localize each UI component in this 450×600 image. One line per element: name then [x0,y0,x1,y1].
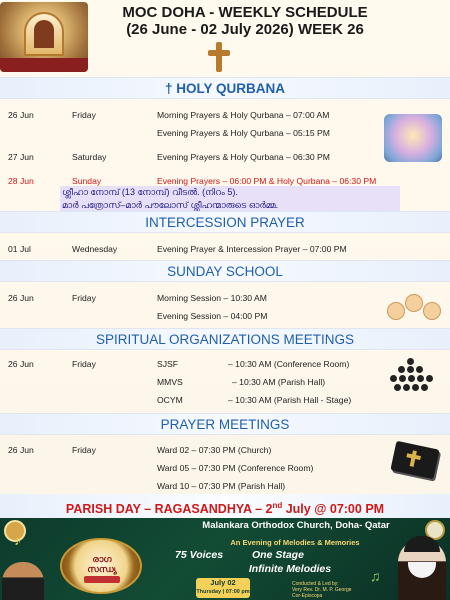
conducted-by [292,581,387,599]
qurbana-day-3: Sunday [72,176,102,186]
music-note-icon: ♪ [14,532,21,548]
parish-day-time: July @ 07:00 PM [282,502,385,517]
people-group-icon [388,358,434,392]
page-title: MOC DOHA - WEEKLY SCHEDULE [122,4,368,21]
ragasandhya-poster [0,518,450,600]
sunday-school-date: 26 Jun [8,293,34,303]
church-altar-image [0,2,88,72]
child-face [405,294,423,312]
qurbana-day-1: Friday [72,110,96,120]
conductor-name: Very Rev. Dr. M. P. George [292,587,352,593]
prayer-ward-10: Ward 10 – 07:30 PM (Parish Hall) [157,481,286,491]
prayer-day: Friday [72,445,96,455]
ragasandhya-logo-title: രാഗ സന്ധ്യ [87,554,117,574]
org-time-mmvs: – 10:30 AM (Parish Hall) [232,377,326,387]
bible-icon [390,441,439,479]
voices-count: 75 Voices [175,549,224,561]
intercession-line: Evening Prayer & Intercession Prayer – 07:00 PM [157,244,347,254]
cross-icon [208,42,230,72]
org-time-ocym: – 10:30 AM (Parish Hall - Stage) [228,395,352,405]
poster-date-sub: Thursday | 07:00 pm [196,589,250,595]
poster-date-box [196,578,250,598]
prayer-ward-02: Ward 02 – 07:30 PM (Church) [157,445,272,455]
header [0,0,450,75]
sunday-school-morning: Morning Session – 10:30 AM [157,293,267,303]
qurbana-line-1a: Morning Prayers & Holy Qurbana – 07:00 AM [157,110,330,120]
orgs-date: 26 Jun [8,359,34,369]
intercession-day: Wednesday [72,244,118,254]
poster-date: July 02 [210,578,236,587]
conductor-title: Cor-Episcopa [292,593,323,599]
holy-qurbana-image [384,114,442,162]
org-name-mmvs: MMVS [157,377,183,387]
page-subtitle: (26 June - 02 July 2026) WEEK 26 [126,21,364,38]
sunday-school-day: Friday [72,293,96,303]
section-sunday-school: SUNDAY SCHOOL [0,260,450,282]
prayer-date: 26 Jun [8,445,34,455]
org-time-sjsf: – 10:30 AM (Conference Room) [228,359,350,369]
qurbana-date-3: 28 Jun [8,176,34,186]
logo-ribbon [84,576,120,583]
parish-day-sup: nd [272,501,283,510]
section-prayer-meetings: PRAYER MEETINGS [0,413,450,435]
qurbana-line-1b: Evening Prayers & Holy Qurbana – 05:15 PM [157,128,330,138]
infinite-melodies: Infinite Melodies [248,563,332,575]
parish-day-text: PARISH DAY – RAGASANDHYA – 2 [65,502,273,517]
qurbana-date-1: 26 Jun [8,110,34,120]
altar-floor [0,58,88,72]
conductor-portrait [398,540,446,600]
music-note-icon: ♫ [370,568,381,584]
intercession-date: 01 Jul [8,244,31,254]
poster-tagline: An Evening of Melodies & Memories [230,538,360,547]
prayer-ward-05: Ward 05 – 07:30 PM (Conference Room) [157,463,314,473]
child-face [423,302,441,320]
singer-figure [2,562,44,600]
qurbana-line-2: Evening Prayers & Holy Qurbana – 06:30 PM [157,152,330,162]
poster-voices [175,549,415,561]
feast-note-1: ശ്ലീഹാ നോമ്പ് (13 നോമ്പ്) വീടൽ. (നിറം 5). [60,186,400,199]
altar-arch [34,20,54,48]
qurbana-day-2: Saturday [72,152,107,162]
conducted-label: Conducted & Led by: [292,581,339,587]
qurbana-date-2: 27 Jun [8,152,34,162]
section-spiritual-orgs: SPIRITUAL ORGANIZATIONS MEETINGS [0,328,450,350]
poster-church-name: Malankara Orthodox Church, Doha- Qatar [202,520,390,531]
orgs-day: Friday [72,359,96,369]
feast-note-2: മാർ പത്രോസ്–മാർ പൗലോസ് ശ്ലീഹന്മാരുടെ ഓർമ്മ. [60,199,400,212]
qurbana-line-3: Evening Prayers – 06:00 PM & Holy Qurbana – 06:30 PM [157,176,377,186]
one-stage: One Stage [251,549,304,561]
sunday-school-evening: Evening Session – 04:00 PM [157,311,268,321]
org-name-sjsf: SJSF [157,359,179,369]
org-name-ocym: OCYM [157,395,183,405]
parish-day-banner [0,494,450,518]
children-image [383,290,443,328]
child-face [387,302,405,320]
section-holy-qurbana: † HOLY QURBANA [0,77,450,99]
ragasandhya-logo [60,538,142,594]
section-intercession: INTERCESSION PRAYER [0,211,450,233]
